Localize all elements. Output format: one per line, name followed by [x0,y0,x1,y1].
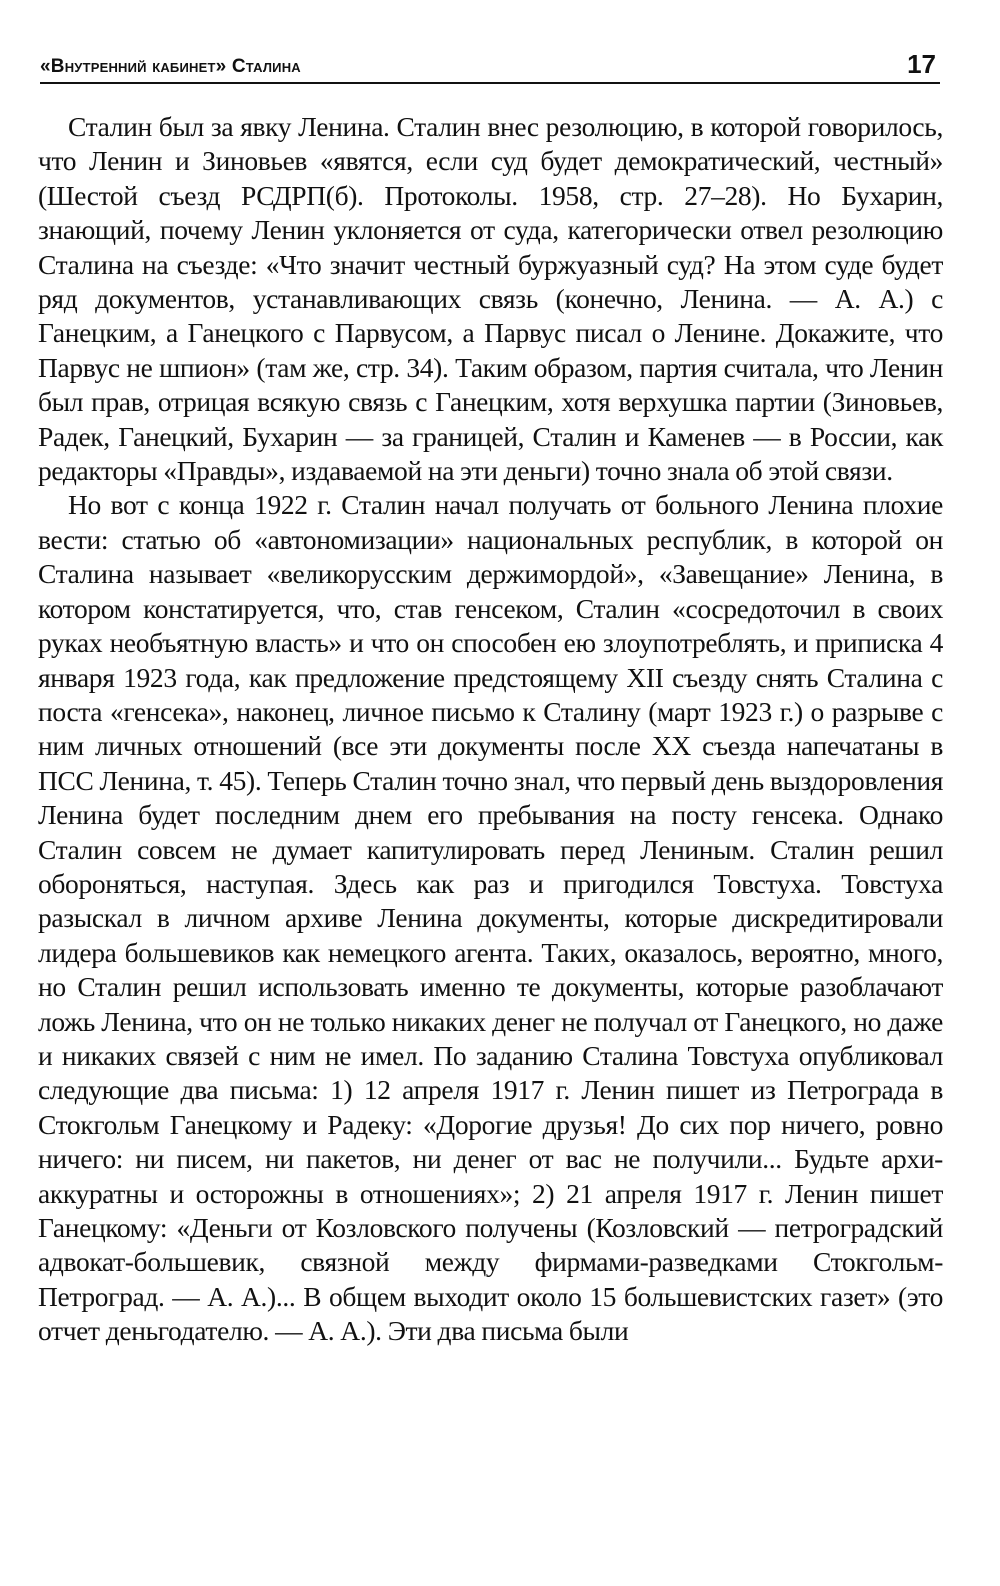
running-header [40,48,940,84]
paragraph-2: Но вот с конца 1922 г. Сталин начал получать от больного Ленина плохие вести: статью об «автономизации» национальных республик, в которой он Сталина называет «великорусским держимордой», «Завещание» Ленина, в котором констатируется, что, став генсеком, Сталин «сосредоточил в своих руках необъятную власть» и что он способен ею злоупотреблять, и приписка 4 января 1923 года, как предложение предстоящему XII съезду снять Сталина с поста «генсека», наконец, личное письмо к Сталину (март 1923 г.) о разрыве с ним личных отношений (все эти документы после XX съезда напечатаны в ПСС Ленина, т. 45). Теперь Сталин точно знал, что первый день выздоровления Ленина будет последним днем его пребывания на посту генсека. Однако Сталин совсем не думает капитулировать перед Лениным. Сталин решил обороняться, наступая. Здесь как раз и пригодился Товстуха. Товстуха разыскал в личном архиве Ленина документы, которые дискредитировали лидера большевиков как немецкого агента. Таких, оказалось, вероятно, много, но Сталин решил использовать именно те документы, которые разоблачают ложь Ленина, что он не только никаких денег не получал от Ганецкого, но даже и никаких связей с ним не имел. По заданию Сталина Товстуха опубликовал следующие два письма: 1) 12 апреля 1917 г. Ленин пишет из Петрограда в Стокгольм Ганецкому и Радеку: «Дорогие друзья! До сих пор ничего, ровно ничего: ни писем, ни пакетов, ни денег от вас не получили... Будьте архи-аккуратны и осторожны в отношениях»; 2) 21 апреля 1917 г. Ленин пишет Ганецкому: «Деньги от Козловского получены (Козловский — петроградский адвокат-большевик, связной между фирмами-разведками Стокгольм-Петроград. — А. А.)... В общем выходит около 15 большевистских газет» (это отчет деньгодателю. — А. А.). Эти два письма были [38,489,943,1347]
paragraph-1: Сталин был за явку Ленина. Сталин внес резолюцию, в которой говорилось, что Ленин и Зиновьев «явятся, если суд будет демократический, честный» (Шестой съезд РСДРП(б). Протоколы. 1958, стр. 27–28). Но Бухарин, знающий, почему Ленин уклоняется от суда, категорически отвел резолюцию Сталина на съезде: «Что значит честный буржуазный суд? На этом суде будет ряд документов, устанавливающих связь (конечно, Ленина. — А. А.) с Ганецким, а Ганецкого с Парвусом, а Парвус писал о Ленине. Докажите, что Парвус не шпион» (там же, стр. 34). Таким образом, партия считала, что Ленин был прав, отрицая всякую связь с Ганецким, хотя верхушка партии (Зиновьев, Радек, Ганецкий, Бухарин — за границей, Сталин и Каменев — в России, как редакторы «Правды», издаваемой на эти деньги) точно знала об этой связи. [38,111,943,487]
body-text [38,110,943,1349]
page-number: 17 [907,49,936,79]
running-header-title: «Внутренний кабинет» Сталина [40,56,301,77]
